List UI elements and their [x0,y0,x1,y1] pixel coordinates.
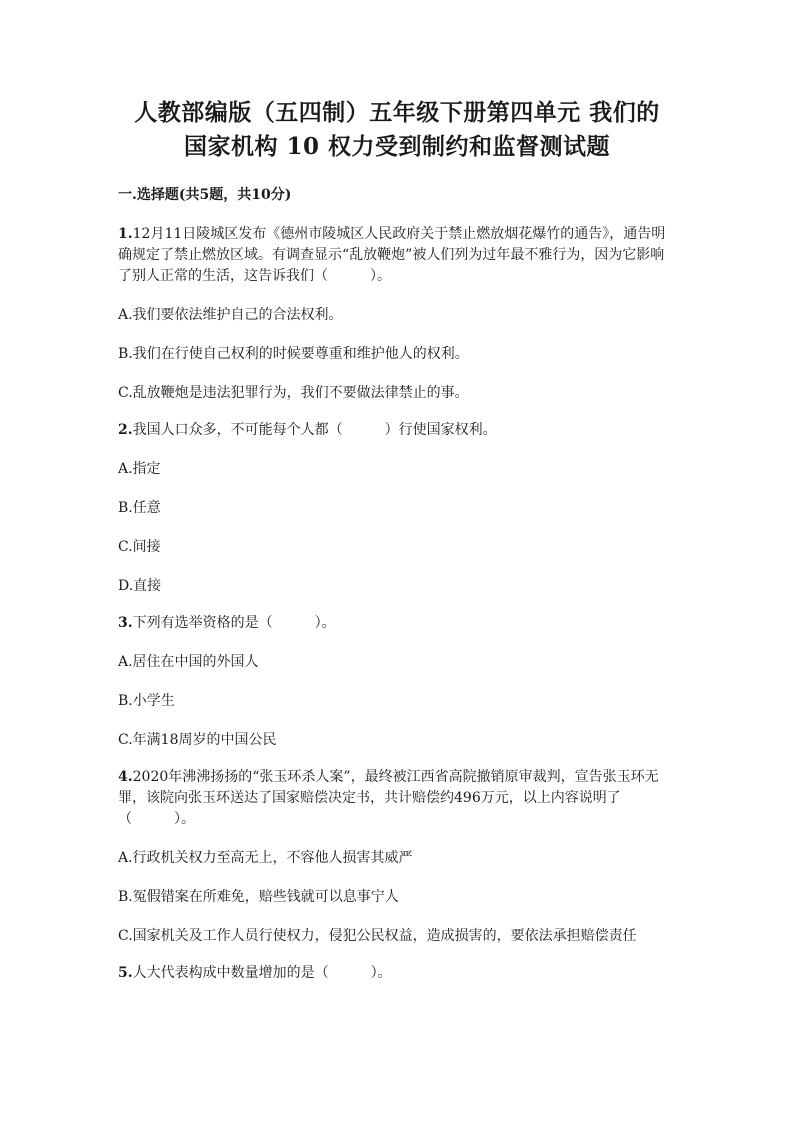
option-1b: B.我们在行使自己权利的时候要尊重和维护他人的权利。 [118,346,469,362]
question-text: 2020年沸沸扬扬的“张玉环杀人案”，最终被江西省高院撤销原审裁判，宣告张玉环无罪，该院向张玉环送达了国家赔偿决定书，共计赔偿约496万元，以上内容说明了（ ）。 [118,769,659,827]
question-2 [118,420,676,441]
question-number: 2. [118,422,133,438]
question-3 [118,613,676,634]
option-2c: C.间接 [118,539,161,555]
question-text: 我国人口众多，不可能每个人都（ ）行使国家权利。 [132,422,497,438]
option-3c: C.年满18周岁的中国公民 [118,732,277,748]
question-number: 1. [118,226,133,242]
question-1 [118,224,676,287]
question-text: 12月11日陵城区发布《德州市陵城区人民政府关于禁止燃放烟花爆竹的通告》，通告明确规定了禁止燃放区域。有调查显示“乱放鞭炮”被人们列为过年最不雅行为，因为它影响了别人正常的生活，这告诉我们（ ）。 [118,226,666,284]
option-1c: C.乱放鞭炮是违法犯罪行为，我们不要做法律禁止的事。 [118,385,469,401]
document-title [118,96,676,164]
option-2d: D.直接 [118,578,162,594]
option-1a: A.我们要依法维护自己的合法权利。 [118,307,343,323]
option-4b: B.冤假错案在所难免，赔些钱就可以息事宁人 [118,889,399,905]
option-4c: C.国家机关及工作人员行使权力，侵犯公民权益，造成损害的，要依法承担赔偿责任 [118,928,637,944]
question-number: 3. [118,615,133,631]
section-heading: 一.选择题(共5题，共10分) [118,187,292,203]
question-text: 人大代表构成中数量增加的是（ ）。 [132,965,392,981]
question-5 [118,963,676,984]
question-text: 下列有选举资格的是（ ）。 [132,615,336,631]
title-line-2: 国家机构 10 权力受到制约和监督测试题 [183,133,611,160]
title-line-1: 人教部编版（五四制）五年级下册第四单元 我们的 [134,99,660,126]
option-2b: B.任意 [118,500,161,516]
option-2a: A.指定 [118,461,161,477]
question-number: 4. [118,769,133,785]
question-number: 5. [118,965,133,981]
option-3b: B.小学生 [118,693,175,709]
option-3a: A.居住在中国的外国人 [118,654,259,670]
option-4a: A.行政机关权力至高无上，不容他人损害其威严 [118,850,413,866]
question-4 [118,767,676,830]
